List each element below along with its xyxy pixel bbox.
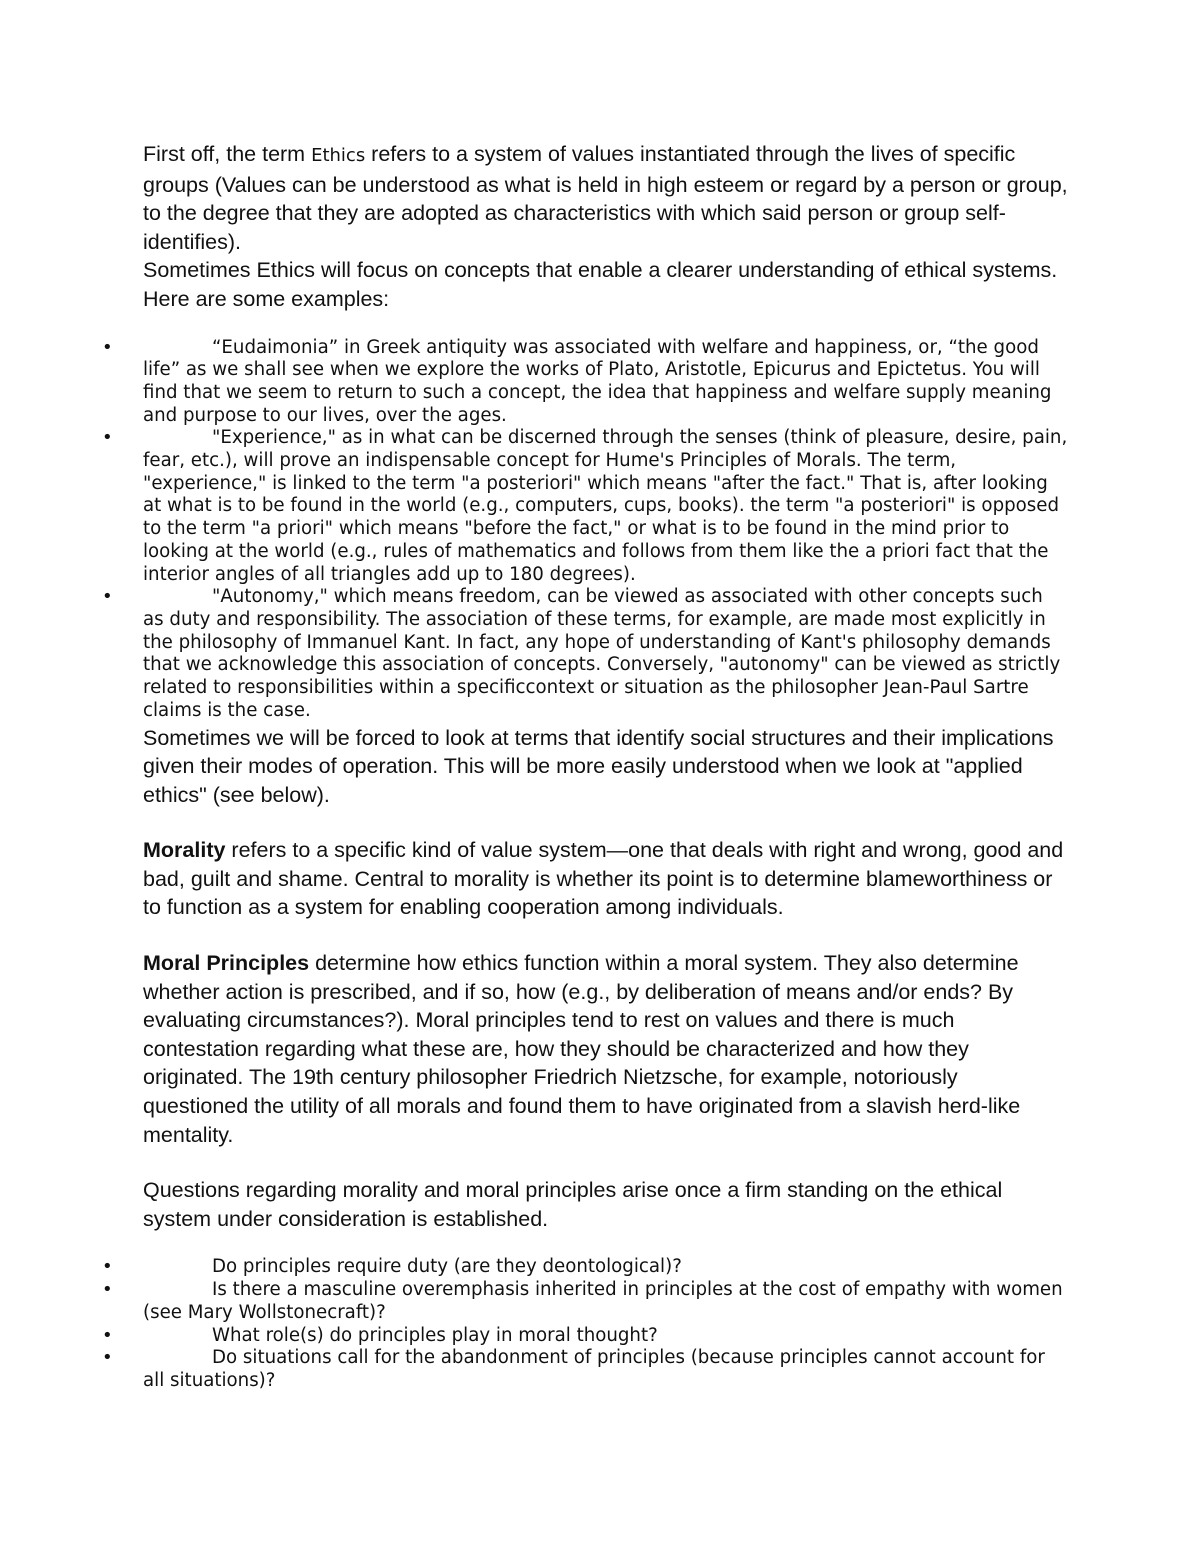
bullet-icon: • bbox=[102, 427, 113, 449]
structures-paragraph: Sometimes we will be forced to look at terms that identify social structures and their implications given their modes of operation. This will be more easily understood when we look at "applied ethics" (see below). bbox=[143, 725, 1054, 807]
example-text: "Experience," as in what can be discerned through the senses (think of pleasure, desire, pain, fear, etc.), will prove an indispensable concept for Hume's Principles of Morals. The term, "experience," is linked to the term "a posteriori" which means "after the fact." That is, after looking at what is to be found in the world (e.g., computers, cups, books). the term "a posteriori" is opposed to the term "a priori" which means "before the fact," or what is to be found in the mind prior to looking at the world (e.g., rules of mathematics and follows from them like the a priori fact that the interior angles of all triangles add up to 180 degrees). bbox=[143, 427, 1068, 585]
bullet-icon: • bbox=[102, 1279, 113, 1301]
document-page bbox=[102, 140, 1068, 1393]
bullet-icon: • bbox=[102, 586, 113, 608]
list-item bbox=[102, 336, 1068, 428]
moral-principles-text: determine how ethics function within a moral system. They also determine whether action is prescribed, and if so, how (e.g., by deliberation of means and/or ends? By evaluating circumstances?). Moral principles tend to rest on values and there is much contestation regarding what these are, how they should be characterized and how they originated. The 19th century philosopher Friedrich Nietzsche, for example, notoriously questioned the utility of all morals and found them to have originated from a slavish herd-like mentality. bbox=[143, 951, 1021, 1147]
list-item bbox=[102, 1324, 1068, 1348]
list-item bbox=[102, 1347, 1068, 1392]
ethics-term: Ethics bbox=[311, 145, 366, 166]
moral-principles-term: Moral Principles bbox=[143, 951, 310, 976]
moral-principles-paragraph bbox=[143, 949, 1068, 1149]
bullet-icon: • bbox=[102, 1256, 113, 1278]
bullet-icon: • bbox=[102, 1347, 113, 1369]
list-item bbox=[102, 1256, 1068, 1279]
intro-paragraph bbox=[143, 140, 1068, 256]
intro-pre: First off, the term bbox=[143, 142, 312, 166]
question-text: Do principles require duty (are they deontological)? bbox=[212, 1256, 682, 1278]
example-text: "Autonomy," which means freedom, can be viewed as associated with other concepts such as duty and responsibility. The association of these terms, for example, are made most explicitly in the philosophy of Immanuel Kant. In fact, any hope of understanding of Kant's philosophy demands that we acknowledge this association of concepts. Conversely, "autonomy" can be viewed as strictly related to responsibilities within a specificcontext or situation as the philosopher Jean-Paul Sartre claims is the case. bbox=[143, 586, 1061, 721]
bullet-icon: • bbox=[102, 336, 113, 358]
intro-post: refers to a system of values instantiated through the lives of specific groups (Values can be understood as what is held in high esteem or regard by a person or group, to the degree that they are adopted as characteristics with which said person or group self-identifies). bbox=[143, 142, 1068, 254]
questions-intro-paragraph: Questions regarding morality and moral principles arise once a firm standing on the ethical system under consideration is established. bbox=[143, 1178, 1003, 1231]
examples-list bbox=[102, 336, 1068, 723]
list-item bbox=[102, 586, 1068, 722]
question-text: What role(s) do principles play in moral thought? bbox=[212, 1324, 658, 1346]
question-text: Do situations call for the abandonment of principles (because principles cannot account for all situations)? bbox=[143, 1347, 1045, 1391]
focus-paragraph: Sometimes Ethics will focus on concepts that enable a clearer understanding of ethical systems. Here are some examples: bbox=[143, 258, 1058, 311]
question-text: Is there a masculine overemphasis inherited in principles at the cost of empathy with women (see Mary Wollstonecraft)? bbox=[143, 1279, 1063, 1323]
morality-paragraph bbox=[143, 836, 1068, 922]
list-item bbox=[102, 427, 1068, 586]
morality-text: refers to a specific kind of value system—one that deals with right and wrong, good and bad, guilt and shame. Central to morality is whether its point is to determine blameworthiness or to function as a system for enabling cooperation among individuals. bbox=[143, 838, 1064, 920]
morality-term: Morality bbox=[143, 838, 226, 863]
questions-list bbox=[102, 1256, 1068, 1392]
example-text: “Eudaimonia” in Greek antiquity was associated with welfare and happiness, or, “the good life” as we shall see when we explore the works of Plato, Aristotle, Epicurus and Epictetus. You will find that we seem to return to such a concept, the idea that happiness and welfare supply meaning and purpose to our lives, over the ages. bbox=[143, 336, 1052, 426]
bullet-icon: • bbox=[102, 1324, 113, 1346]
list-item bbox=[102, 1279, 1068, 1324]
